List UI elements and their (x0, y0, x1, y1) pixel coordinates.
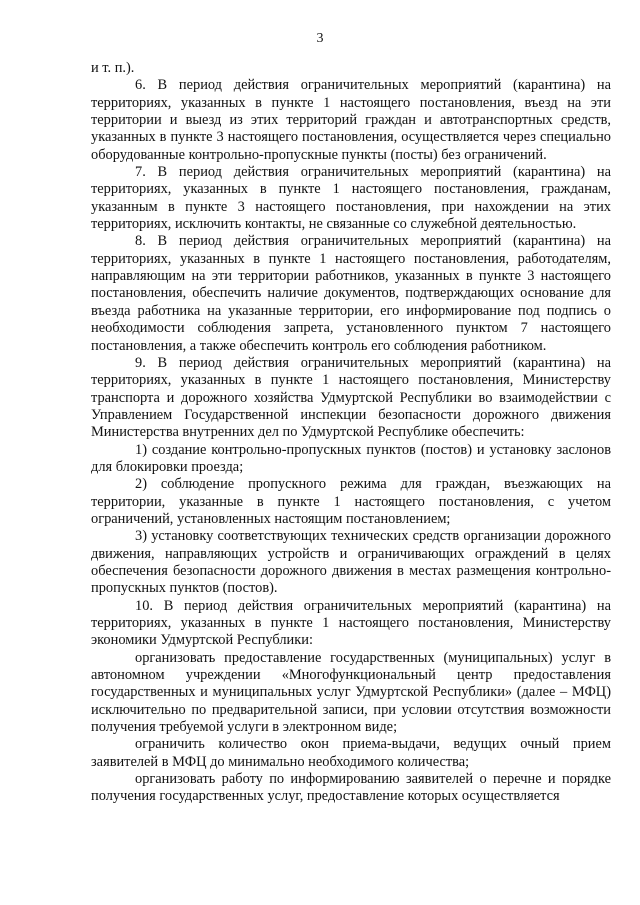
paragraph-item-9-2: 2) соблюдение пропускного режима для граждан, въезжающих на территории, указанные в пункте 1 настоящего постановления, с учетом ограничений, установленных настоящим постановлением; (91, 476, 611, 527)
document-body (91, 60, 611, 806)
paragraph-item-6: 6. В период действия ограничительных мероприятий (карантина) на территориях, указанных в пункте 1 настоящего постановления, въезд на эти территории и выезд из этих территорий граждан и автотранспортных средств, указанных в пункте 3 настоящего постановления, осуществляется через специально оборудованные контрольно-пропускные пункты (посты) без ограничений. (91, 77, 611, 163)
paragraph-item-9-3: 3) установку соответствующих технических средств организации дорожного движения, направляющих устройств и ограничивающих ограждений в целях обеспечения безопасности дорожного движения в местах размещения контрольно-пропускных пунктов (постов). (91, 528, 611, 597)
paragraph-item-8: 8. В период действия ограничительных мероприятий (карантина) на территориях, указанных в пункте 1 настоящего постановления, работодателям, направляющим на эти территории работников, указанных в пункте 3 настоящего постановления, обеспечить наличие документов, подтверждающих основание для въезда работника на указанные территории, его информирование под подпись о необходимости соблюдения запрета, установленного пунктом 7 настоящего постановления, а также обеспечить контроль его соблюдения работником. (91, 233, 611, 354)
page-number: 3 (316, 31, 324, 46)
paragraph-item-10-b: ограничить количество окон приема-выдачи, ведущих очный прием заявителей в МФЦ до минимально необходимого количества; (91, 736, 611, 770)
paragraph-item-9-1: 1) создание контрольно-пропускных пунктов (постов) и установку заслонов для блокировки проезда; (91, 441, 611, 475)
paragraph-item-7: 7. В период действия ограничительных мероприятий (карантина) на территориях, указанных в пункте 1 настоящего постановления, гражданам, указанным в пункте 3 настоящего постановления, при нахождении на этих территориях, исключить контакты, не связанные со служебной деятельностью. (91, 164, 611, 233)
paragraph-item-10-a: организовать предоставление государственных (муниципальных) услуг в автономном учреждении «Многофункциональный центр предоставления государственных и муниципальных услуг Удмуртской Республики» (далее – МФЦ) исключительно по предварительной записи, при условии отсутствия возможности получения требуемой услуги в электронном виде; (91, 649, 611, 736)
paragraph-item-9: 9. В период действия ограничительных мероприятий (карантина) на территориях, указанных в пункте 1 настоящего постановления, Министерству транспорта и дорожного хозяйства Удмуртской Республики во взаимодействии с Управлением Государственной инспекции безопасности дорожного движения Министерства внутренних дел по Удмуртской Республике обеспечить: (91, 354, 611, 441)
paragraph-item-10-c: организовать работу по информированию заявителей о перечне и порядке получения государственных услуг, предоставление которых осуществляется (91, 771, 611, 805)
paragraph-continuation: и т. п.). (91, 60, 135, 76)
paragraph-item-10: 10. В период действия ограничительных мероприятий (карантина) на территориях, указанных в пункте 1 настоящего постановления, Министерству экономики Удмуртской Республики: (91, 597, 611, 649)
